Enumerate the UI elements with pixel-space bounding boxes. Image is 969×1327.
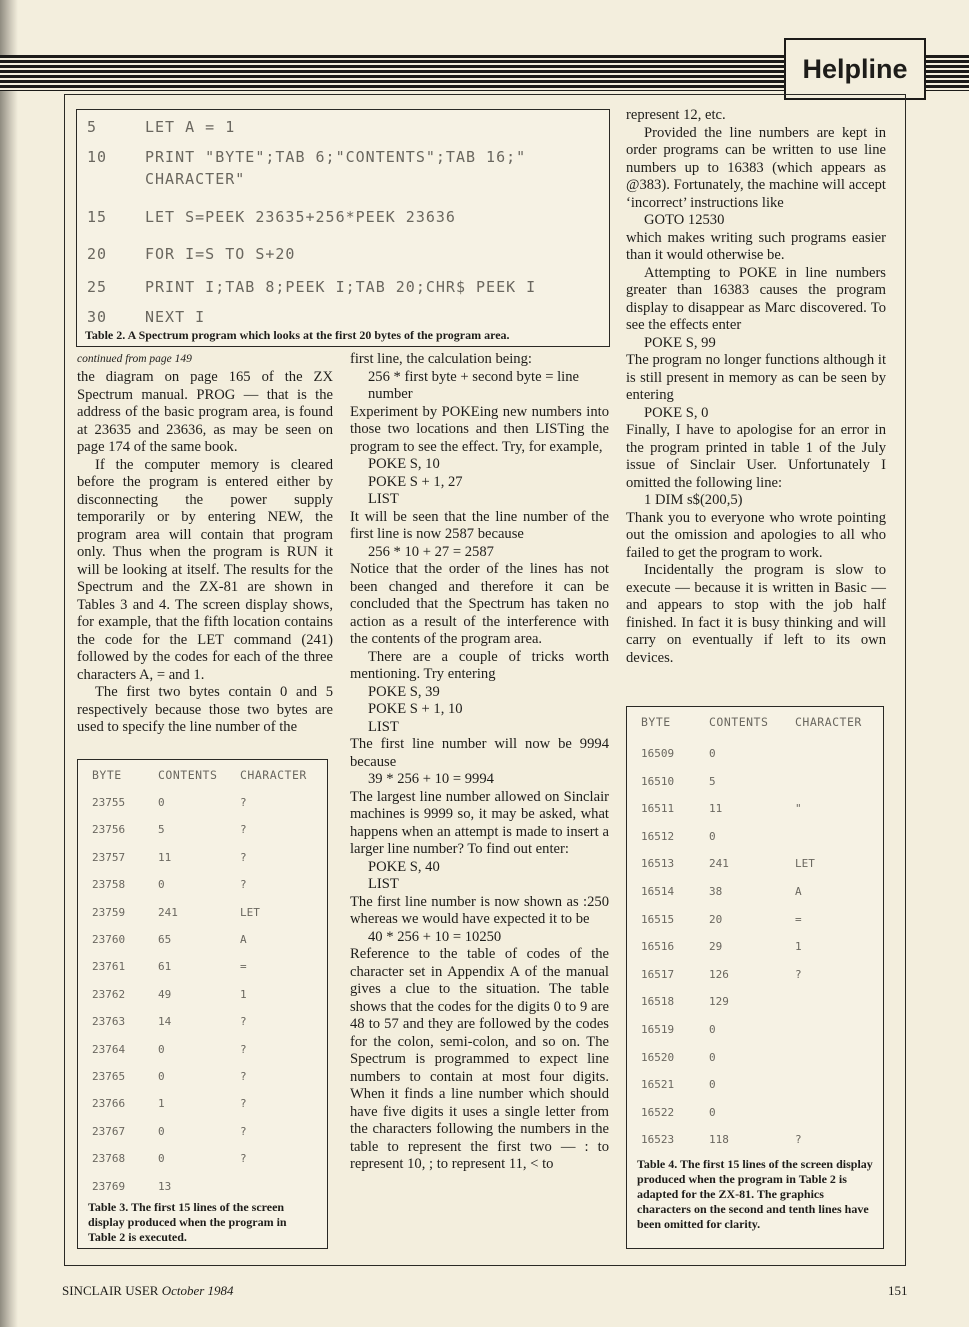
contents-cell: 49	[158, 987, 172, 1001]
table-row	[78, 1043, 327, 1063]
line-code: PRINT I;TAB 8;PEEK I;TAB 20;CHR$ PEEK I	[145, 278, 537, 296]
paragraph: Attempting to POKE in line numbers greater than 16383 causes the program display to disappear as Marc discovered. To see the effects enter	[626, 264, 886, 333]
contents-cell: 241	[709, 857, 729, 871]
paragraph: There are a couple of tricks worth mentioning. Try entering	[350, 648, 609, 682]
byte-cell: 23768	[92, 1152, 126, 1166]
column-header: CHARACTER	[240, 768, 307, 782]
table-row	[627, 747, 883, 767]
character-cell: ?	[240, 1070, 247, 1083]
character-cell: ?	[795, 967, 802, 981]
character-cell: ?	[795, 1133, 802, 1147]
table-row	[78, 933, 327, 953]
table-2-program	[76, 109, 610, 347]
line-code: PRINT "BYTE";TAB 6;"CONTENTS";TAB 16;"	[145, 148, 527, 166]
table-row	[627, 857, 883, 877]
paragraph: Experiment by POKEing new numbers into those two locations and then LISTing the program to see the effect. Try, for example,	[350, 403, 609, 455]
byte-cell: 23756	[92, 823, 126, 837]
byte-cell: 16517	[641, 967, 675, 981]
byte-cell: 16513	[641, 857, 675, 871]
character-cell: ?	[240, 850, 247, 864]
byte-cell: 23762	[92, 987, 126, 1001]
byte-cell: 23763	[92, 1015, 126, 1029]
contents-cell: 0	[709, 747, 716, 760]
table-row	[78, 851, 327, 871]
table-row	[78, 1152, 327, 1172]
contents-cell: 38	[709, 885, 723, 898]
character-cell: 1	[795, 940, 802, 954]
byte-cell: 16518	[641, 995, 675, 1009]
code-line: POKE S + 1, 27	[368, 473, 463, 490]
table-row	[78, 796, 327, 816]
code-line: GOTO 12530	[644, 212, 725, 228]
table-row	[627, 940, 883, 960]
paragraph: which makes writing such programs easier than it would otherwise be.	[626, 229, 886, 263]
table-2-caption: Table 2. A Spectrum program which looks at the first 20 bytes of the program area.	[85, 328, 510, 342]
contents-cell: 0	[709, 829, 716, 843]
contents-cell: 0	[158, 1124, 165, 1138]
paragraph: Provided the line numbers are kept in order programs can be written to use line numbers up to 16383 (which appears as @383). Fortunately, the machine will accept ‘incorrect’ instructions like	[626, 124, 886, 211]
contents-cell: 118	[709, 1133, 729, 1147]
byte-cell: 16516	[641, 940, 675, 954]
column-header: CHARACTER	[795, 715, 862, 729]
contents-cell: 0	[709, 1023, 716, 1036]
paragraph: represent 12, etc.	[626, 107, 726, 123]
character-cell: =	[240, 960, 247, 974]
paragraph: first line, the calculation being:	[350, 351, 532, 367]
character-cell: "	[795, 802, 802, 816]
contents-cell: 29	[709, 940, 723, 954]
contents-cell: 0	[709, 1050, 716, 1064]
contents-cell: 0	[709, 1105, 716, 1119]
code-line: POKE S + 1, 10	[368, 701, 463, 717]
contents-cell: 1	[158, 1097, 165, 1111]
code-line: POKE S, 10	[368, 456, 440, 472]
contents-cell: 61	[158, 960, 172, 974]
contents-cell: 241	[158, 905, 178, 919]
table-row	[627, 1023, 883, 1043]
byte-cell: 16514	[641, 885, 675, 898]
continued-note: continued from page 149	[77, 353, 192, 365]
byte-cell: 23764	[92, 1042, 126, 1056]
byte-cell: 23766	[92, 1097, 126, 1111]
character-cell: ?	[240, 1152, 247, 1166]
table-3-spectrum-output	[77, 759, 328, 1249]
contents-cell: 11	[158, 850, 172, 864]
byte-cell: 16519	[641, 1023, 675, 1036]
line-number: 30	[87, 308, 108, 326]
table-row	[627, 995, 883, 1015]
character-cell: ?	[240, 878, 247, 892]
code-line: LIST	[368, 491, 399, 507]
contents-cell: 5	[709, 774, 716, 788]
code-line: POKE S, 39	[368, 683, 440, 700]
code-line: 40 * 256 + 10 = 10250	[368, 928, 502, 945]
contents-cell: 129	[709, 995, 729, 1009]
code-line: LIST	[368, 718, 399, 735]
character-cell: ?	[240, 1042, 247, 1056]
character-cell: =	[795, 912, 802, 926]
character-cell: ?	[240, 796, 247, 809]
table-row	[78, 1125, 327, 1145]
paragraph: Incidentally the program is slow to execute — because it is written in Basic — and appears to stop with the job half finished. In fact it is busy thinking and will carry on eventually if left to its own devices.	[626, 562, 886, 666]
table-row	[78, 1070, 327, 1090]
contents-cell: 11	[709, 802, 723, 816]
byte-cell: 23757	[92, 850, 126, 864]
contents-cell: 0	[158, 1042, 165, 1056]
byte-cell: 16509	[641, 747, 675, 760]
byte-cell: 16521	[641, 1078, 675, 1092]
table3-caption: Table 3. The first 15 lines of the screen display produced when the program in Table 2 is executed.	[88, 1200, 287, 1244]
page-spine-shadow	[0, 0, 18, 1327]
contents-cell: 0	[158, 1152, 165, 1166]
byte-cell: 23759	[92, 905, 126, 919]
paragraph: Reference to the table of codes of the character set in Appendix A of the manual gives a clue to the situation. The table shows that the codes for the digits 0 to 9 are 48 to 57 and they are followed by the codes for the colon, semi-colon, and so on. The Spectrum is programmed to expect line numbers to contain at most four digits. When it finds a line number which should have five digits it uses a single letter from the characters following the numbers in the table to represent the first two — : to represent 10, ; to represent 11, < to	[350, 946, 609, 1172]
line-number: 5	[87, 118, 98, 136]
paragraph: The first line number will now be 9994 because	[350, 736, 609, 770]
byte-cell: 16510	[641, 774, 675, 788]
paragraph: Thank you to everyone who wrote pointing out the omission and apologies to all who failed to get the program to work.	[626, 509, 886, 561]
byte-cell: 23769	[92, 1179, 126, 1193]
code-line: 256 * 10 + 27 = 2587	[368, 543, 494, 560]
byte-cell: 23767	[92, 1124, 126, 1138]
paragraph: Notice that the order of the lines has not been changed and therefore it can be concluded that the Spectrum has taken no action as a result of the interference with the contents of the program area.	[350, 561, 609, 647]
table-row	[627, 885, 883, 905]
line-number: 15	[87, 208, 108, 226]
paragraph: It will be seen that the line number of the first line is now 2587 because	[350, 508, 609, 542]
line-code: CHARACTER"	[145, 170, 246, 188]
paragraph: The largest line number allowed on Sinclair machines is 9999 so, it may be asked, what happens when an attempt is made to insert a larger line number? To find out enter:	[350, 788, 609, 857]
table-row	[78, 823, 327, 843]
byte-cell: 16522	[641, 1105, 675, 1119]
contents-cell: 14	[158, 1015, 172, 1029]
contents-cell: 20	[709, 912, 723, 926]
table-row	[78, 988, 327, 1008]
table-row	[627, 830, 883, 850]
character-cell: LET	[795, 857, 815, 871]
character-cell: ?	[240, 1124, 247, 1138]
contents-cell: 126	[709, 967, 729, 981]
table-row	[627, 968, 883, 988]
magazine-name: SINCLAIR USER	[62, 1283, 159, 1298]
byte-cell: 23758	[92, 878, 126, 892]
paragraph: The first two bytes contain 0 and 5 respectively because those two bytes are used to specify the line number of the	[77, 684, 333, 735]
line-code: LET S=PEEK 23635+256*PEEK 23636	[145, 208, 456, 226]
character-cell: LET	[240, 905, 260, 919]
byte-cell: 16511	[641, 802, 675, 816]
character-cell: A	[795, 885, 802, 898]
contents-cell: 0	[709, 1078, 716, 1092]
table-row	[627, 802, 883, 822]
byte-cell: 23765	[92, 1070, 126, 1083]
table-4-zx81-output	[626, 706, 884, 1249]
table4-caption: Table 4. The first 15 lines of the screen display produced when the program in Table 2 is adapted for the ZX-81. The graphics characters on the second and tenth lines have been omitted for clarity.	[637, 1157, 873, 1231]
byte-cell: 23761	[92, 960, 126, 974]
column-header: CONTENTS	[709, 715, 769, 729]
byte-cell: 16520	[641, 1050, 675, 1064]
table-row	[627, 1051, 883, 1071]
line-number: 20	[87, 245, 108, 263]
character-cell: ?	[240, 1015, 247, 1029]
table-row	[627, 1106, 883, 1126]
contents-cell: 65	[158, 933, 172, 946]
character-cell: ?	[240, 1097, 247, 1111]
paragraph: The program no longer functions although it is still present in memory as can be seen by entering	[626, 352, 886, 403]
table-row	[627, 1078, 883, 1098]
column-header: BYTE	[92, 768, 122, 782]
issue-date: October 1984	[161, 1283, 234, 1298]
table-row	[78, 1180, 327, 1200]
table-header-row	[78, 768, 327, 786]
paragraph: the diagram on page 165 of the ZX Spectrum manual. PROG — that is the address of the basic program area, is found at 23635 and 23636, as may be seen on page 174 of the same book.	[77, 369, 333, 455]
code-line: 1 DIM s$(200,5)	[644, 492, 743, 508]
line-number: 25	[87, 278, 108, 296]
table-row	[78, 1097, 327, 1117]
line-code: NEXT I	[145, 308, 206, 326]
contents-cell: 0	[158, 1070, 165, 1083]
column-2	[350, 351, 609, 1174]
line-code: FOR I=S TO S+20	[145, 245, 296, 263]
footer-magazine	[62, 1283, 234, 1299]
table-row	[627, 775, 883, 795]
code-line: 39 * 256 + 10 = 9994	[368, 771, 494, 787]
code-line: POKE S, 99	[644, 334, 716, 351]
paragraph: The first line number is now shown as :250 whereas we would have expected it to be	[350, 893, 609, 927]
contents-cell: 0	[158, 796, 165, 809]
contents-cell: 5	[158, 823, 165, 837]
section-title: Helpline	[784, 38, 926, 100]
code-line: POKE S, 0	[644, 404, 709, 421]
byte-cell: 23755	[92, 796, 126, 809]
byte-cell: 23760	[92, 933, 126, 946]
code-line: LIST	[368, 876, 399, 892]
byte-cell: 16523	[641, 1133, 675, 1147]
character-cell: A	[240, 933, 247, 946]
byte-cell: 16515	[641, 912, 675, 926]
contents-cell: 13	[158, 1179, 172, 1193]
line-code: LET A = 1	[145, 118, 236, 136]
table-header-row	[627, 715, 883, 733]
table-row	[78, 1015, 327, 1035]
paragraph: If the computer memory is cleared before the program is entered either by disconnecting the power supply temporarily or by entering NEW, the program area will contain that program only. Thus when the program is RUN it will be looking at itself. The results for the Spectrum and the ZX-81 are shown in Tables 3 and 4. The screen display shows, for example, that the fifth location contains the code for the LET command (241) followed by the codes for each of the three characters A, = and 1.	[77, 456, 333, 683]
byte-cell: 16512	[641, 829, 675, 843]
character-cell: 1	[240, 987, 247, 1001]
table-row	[627, 1133, 883, 1153]
code-line: POKE S, 40	[368, 858, 440, 875]
character-cell: ?	[240, 823, 247, 837]
column-header: BYTE	[641, 715, 671, 729]
code-line: 256 * first byte + second byte = line number	[368, 368, 580, 402]
column-3	[626, 107, 886, 667]
table-row	[78, 960, 327, 980]
line-number: 10	[87, 148, 108, 166]
contents-cell: 0	[158, 878, 165, 892]
table-row	[78, 878, 327, 898]
column-1	[77, 369, 333, 737]
table-row	[627, 913, 883, 933]
table-row	[78, 906, 327, 926]
page-number: 151	[888, 1283, 908, 1298]
paragraph: Finally, I have to apologise for an error in the program printed in table 1 of the July issue of Sinclair User. Unfortunately I omitted the following line:	[626, 422, 886, 491]
column-header: CONTENTS	[158, 768, 218, 782]
